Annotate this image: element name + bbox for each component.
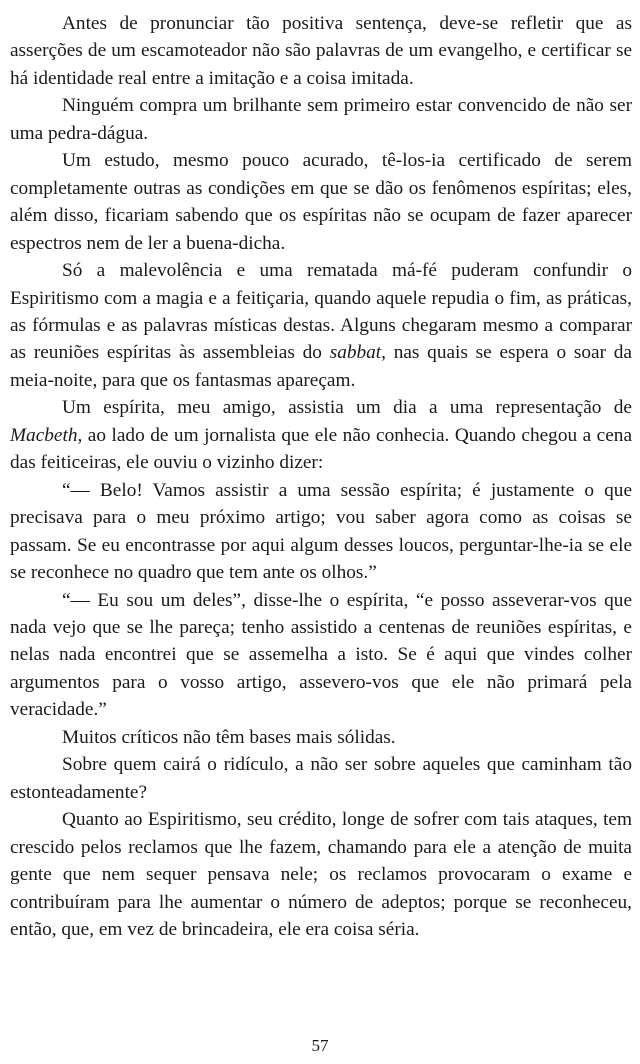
paragraph: “— Eu sou um deles”, disse-lhe o espírita, “e posso asseverar-vos que nada vejo que se lhe pareça; tenho assistido a centenas de reuniões espíritas, e nelas nada encontrei que se assemelha a isto. Se é aqui que vindes colher argumentos para o vosso artigo, assevero-vos que ele não primará pela veracidade.”	[10, 589, 632, 721]
paragraph: Ninguém compra um brilhante sem primeiro estar convencido de não ser uma pedra-dágua.	[10, 95, 632, 144]
italic-term: sabbat	[329, 342, 382, 364]
italic-title: Macbeth	[10, 424, 78, 446]
paragraph: Quanto ao Espiritismo, seu crédito, longe de sofrer com tais ataques, tem crescido pelos reclamos que lhe fazem, chamando para ele a atenção de muita gente que nem sequer pensava nele; os reclamos provocaram o exame e contribuíram para lhe aumentar o número de adeptos; porque se reconheceu, então, que, em vez de brincadeira, ele era coisa séria.	[10, 809, 632, 940]
page-body	[10, 10, 632, 943]
page-number: 57	[311, 1036, 329, 1055]
paragraph: Um estudo, mesmo pouco acurado, tê-los-ia certificado de serem completamente outras as condições em que se dão os fenômenos espíritas; eles, além disso, ficariam sabendo que os espíritas não se ocupam de fazer aparecer espectros nem de ler a buena-dicha.	[10, 150, 632, 254]
paragraph: Só a malevolência e uma rematada má-fé puderam confundir o Espiritismo com a magia e a feitiçaria, quando aquele repudia o fim, as práticas, as fórmulas e as palavras místicas destas. Alguns chegaram mesmo a comparar as reuniões espíritas às assembleias do sabbat, nas quais se espera o soar da meia-noite, para que os fantasmas apareçam.	[10, 260, 632, 391]
paragraph: Muitos críticos não têm bases mais sólidas.	[62, 726, 396, 748]
paragraph: “— Belo! Vamos assistir a uma sessão espírita; é justamente o que precisava para o meu próximo artigo; vou saber agora como as coisas se passam. Se eu encontrasse por aqui algum desses loucos, perguntar-lhe-ia se ele se reconhece no quadro que tem ante os olhos.”	[10, 479, 632, 584]
paragraph: Um espírita, meu amigo, assistia um dia a uma representação de Macbeth, ao lado de um jornalista que ele não conhecia. Quando chegou a cena das feiticeiras, ele ouviu o vizinho dizer:	[10, 397, 632, 474]
paragraph: Antes de pronunciar tão positiva sentença, deve-se refletir que as asserções de um escamoteador não são palavras de um evangelho, e certificar se há identidade real entre a imitação e a coisa imitada.	[10, 13, 632, 89]
paragraph: Sobre quem cairá o ridículo, a não ser sobre aqueles que caminham tão estonteadamente?	[10, 754, 632, 803]
